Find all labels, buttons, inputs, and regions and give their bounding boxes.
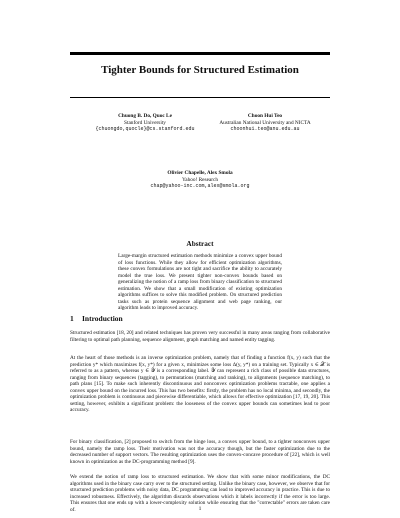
section-number: 1 — [70, 314, 74, 323]
title-rule-top — [70, 52, 330, 55]
author-name: Chuong B. Do, Quoc Le — [118, 113, 172, 119]
author-email: chap@yahoo-inc.com,alex@smola.org — [150, 183, 250, 190]
author-affiliation: Yahoo! Research — [181, 176, 219, 183]
author-block-yahoo — [120, 170, 280, 190]
author-email: {chuongdo,quocle}@cs.stanford.edu — [95, 126, 195, 133]
section-heading — [70, 314, 123, 323]
author-email: choonhui.teo@anu.edu.au — [230, 126, 300, 133]
abstract-heading: Abstract — [186, 239, 214, 248]
author-affiliation: Stanford University — [124, 119, 166, 126]
body-paragraph: Structured estimation [18, 20] and related techniques has proven very successful in many areas ranging from collaborative filtering to optimal path planning, sequence alignment, graph matching and named entity tagging. — [70, 330, 330, 343]
paper-title: Tighter Bounds for Structured Estimation — [101, 64, 299, 76]
body-paragraph: For binary classification, [2] proposed to switch from the hinge loss, a convex upper bound, to a tighter nonconvex upper bound, namely the ramp loss. Their motivation was not the accuracy though, but the faster optimization due to the decreased number of support vectors. The resulting optimization uses the convex-concave procedure of [22], which is well known in optimization as the DC-programming method [9]. — [70, 439, 330, 465]
title-rule-bottom — [70, 97, 330, 98]
body-paragraph: We extend the notion of ramp loss to structured estimation. We show that with some minor modifications, the DC algorithms used in the binary case carry over to the structured setting. Unlike the binary case, however, we observe that for structured prediction problems with noisy data, DC programming can lead to improved accuracy in practice. This is due to increased robustness. Effectively, the algorithm discards observations which it labels incorrectly if the error is too large. This ensures that one ends up with a lower-complexity solution while ensuring that the "correctable" errors are taken care of. — [70, 474, 330, 513]
author-name: Choon Hui Teo — [247, 113, 283, 119]
section-title: Introduction — [82, 314, 123, 323]
abstract-text: Large-margin structured estimation methods minimize a convex upper bound of loss functions. While they allow for efficient optimization algorithms, these convex formulations are not tight and sacrifice the ability to accurately model the true loss. We present tighter non-convex bounds based on generalizing the notion of a ramp loss from binary classification to structured estimation. We show that a small modification of existing optimization algorithms suffices to solve this modified problem. On structured prediction tasks such as protein sequence alignment and web page ranking, our algorithm leads to improved accuracy. — [118, 253, 282, 312]
author-affiliation: Australian National University and NICTA — [219, 119, 311, 126]
author-block-anu — [195, 113, 335, 133]
author-block-stanford — [90, 113, 200, 133]
author-name: Olivier Chapelle, Alex Smola — [167, 170, 233, 176]
page-number: 1 — [198, 506, 202, 512]
body-paragraph: At the heart of those methods is an inverse optimization problem, namely that of finding a function f(x, y) such that the prediction y* which maximizes f(x, y*) for a given x, minimizes some loss Δ(y, y*) on a training set. Typically x ∈ 𝒳 is referred to as a pattern, whereas y ∈ 𝒴 is a corresponding label. 𝒴 can represent a rich class of possible data structures, ranging from binary sequences (tagging), to permutations (matching and ranking), to alignments (sequence matching), to path plans [15]. To make such inherently discontinuous and nonconvex optimization problems tractable, one applies a convex upper bound on the incurred loss. This has two benefits: firstly, the problem has no local minima, and secondly, the optimization problem is continuous and piecewise differentiable, which allows for effective optimization [17, 19, 20]. This setting, however, exhibits a significant problem: the looseness of the convex upper bounds can sometimes lead to poor accuracy. — [70, 355, 330, 414]
